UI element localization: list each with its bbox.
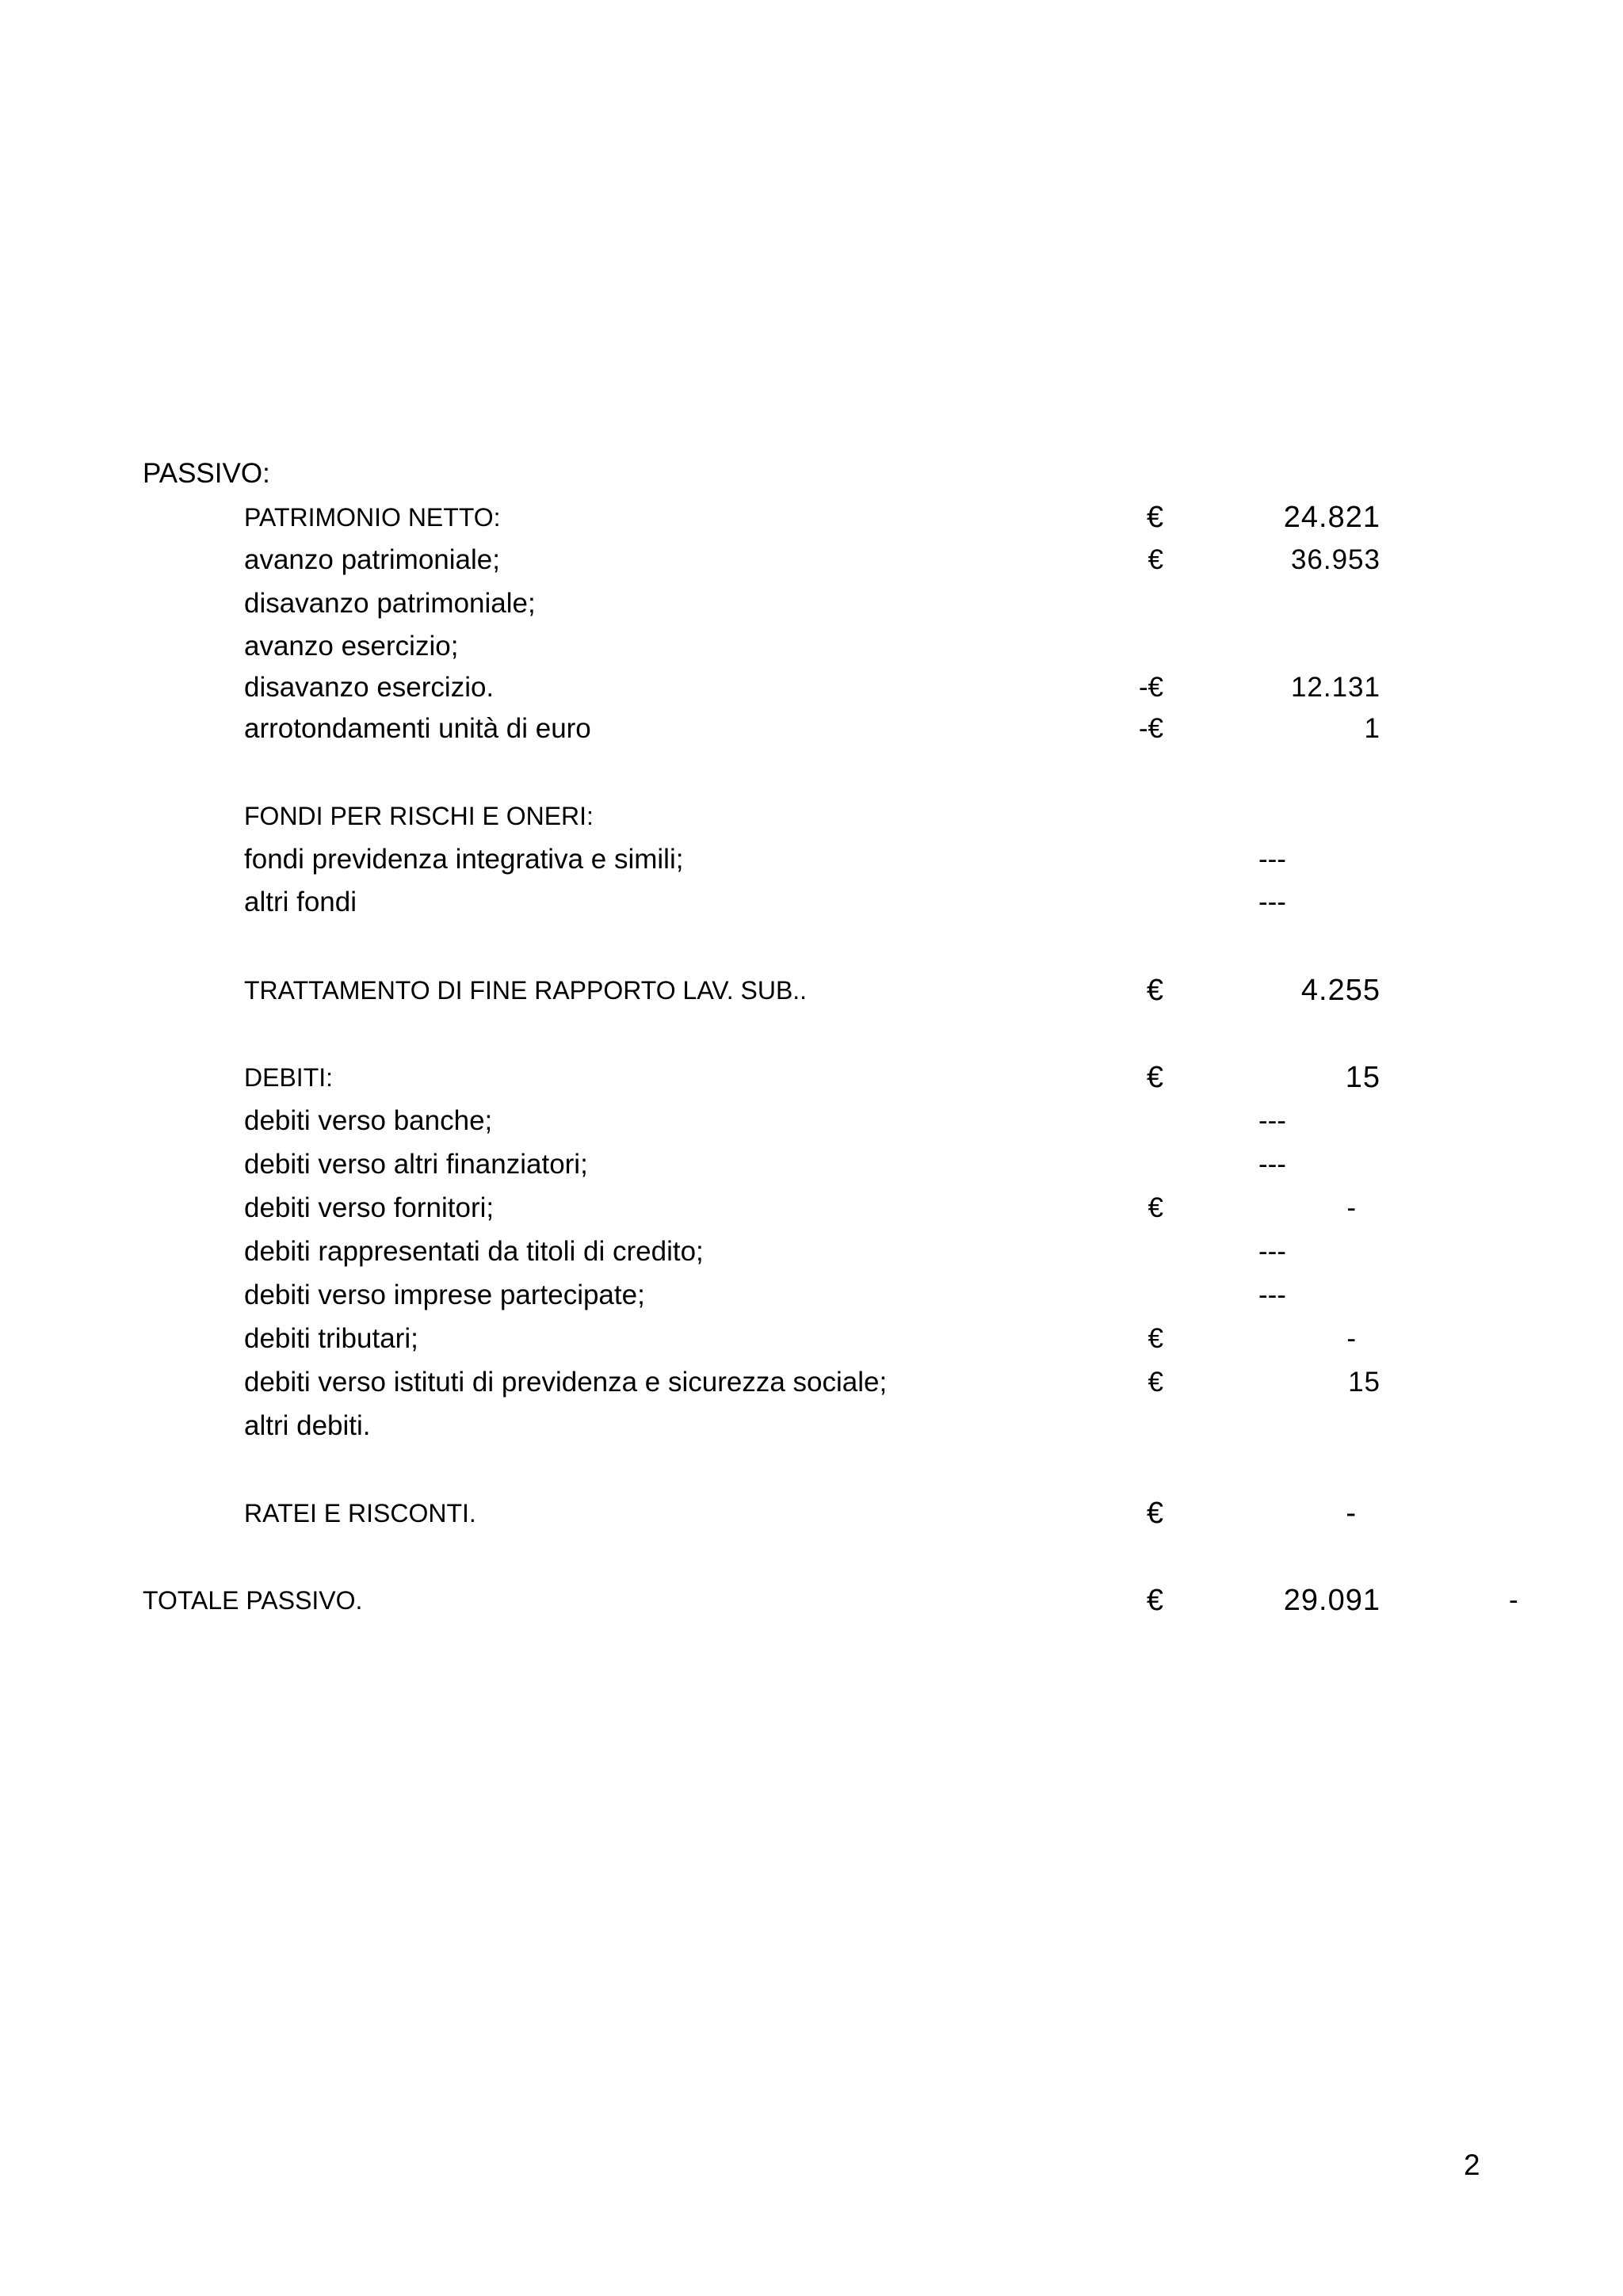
- row-debiti-titoli-credito: [0, 1230, 1623, 1273]
- row-not-applicable-mark: ---: [1258, 1149, 1286, 1180]
- row-label: disavanzo esercizio.: [244, 672, 495, 703]
- row-altri-fondi: [0, 881, 1623, 924]
- row-currency: -€: [1138, 672, 1163, 703]
- row-label: debiti verso imprese partecipate;: [244, 1280, 645, 1310]
- row-totale-passivo: [0, 1579, 1623, 1622]
- row-ratei-risconti: [0, 1492, 1623, 1535]
- row-label: TRATTAMENTO DI FINE RAPPORTO LAV. SUB..: [244, 976, 808, 1005]
- row-value: 12.131: [1290, 672, 1381, 703]
- row-currency: €: [1146, 1584, 1163, 1617]
- row-label: debiti verso fornitori;: [244, 1192, 495, 1223]
- row-debiti-tributari: [0, 1318, 1623, 1360]
- row-label: fondi previdenza integrativa e simili;: [244, 844, 684, 875]
- row-value: -: [1346, 1497, 1357, 1530]
- row-label: debiti verso banche;: [244, 1105, 493, 1136]
- row-value: -: [1346, 1192, 1357, 1223]
- row-patrimonio-netto: [0, 496, 1623, 539]
- row-value: -: [1346, 1323, 1357, 1354]
- row-not-applicable-mark: ---: [1258, 887, 1286, 917]
- row-label: PATRIMONIO NETTO:: [244, 503, 501, 532]
- row-label: TOTALE PASSIVO.: [143, 1586, 363, 1615]
- row-debiti-previdenza: [0, 1361, 1623, 1404]
- section-heading: PASSIVO:: [143, 458, 270, 489]
- row-extra-mark: -: [1509, 1585, 1518, 1615]
- row-label: FONDI PER RISCHI E ONERI:: [244, 802, 594, 830]
- row-label: avanzo patrimoniale;: [244, 544, 500, 575]
- row-value: 24.821: [1283, 501, 1381, 534]
- row-not-applicable-mark: ---: [1258, 1236, 1286, 1267]
- section-heading-row: [0, 452, 1623, 495]
- row-value: 36.953: [1290, 544, 1381, 575]
- row-label: debiti rappresentati da titoli di credito;: [244, 1236, 704, 1267]
- row-label: avanzo esercizio;: [244, 631, 459, 662]
- row-avanzo-esercizio: [0, 625, 1623, 668]
- row-currency: €: [1148, 544, 1163, 575]
- row-arrotondamenti: [0, 707, 1623, 750]
- row-not-applicable-mark: ---: [1258, 1280, 1286, 1310]
- row-currency: €: [1148, 1323, 1163, 1354]
- row-currency: €: [1146, 501, 1163, 534]
- row-debiti-fornitori: [0, 1187, 1623, 1230]
- row-disavanzo-patrimoniale: [0, 582, 1623, 625]
- row-currency: €: [1146, 1497, 1163, 1530]
- row-value: 1: [1364, 713, 1381, 744]
- row-debiti-banche: [0, 1100, 1623, 1142]
- row-label: debiti tributari;: [244, 1323, 418, 1354]
- row-currency: -€: [1138, 713, 1163, 744]
- row-label: arrotondamenti unità di euro: [244, 713, 591, 744]
- row-label: altri debiti.: [244, 1410, 371, 1441]
- row-debiti-altri-finanziatori: [0, 1143, 1623, 1186]
- row-label: debiti verso altri finanziatori;: [244, 1149, 588, 1180]
- row-value: 4.255: [1300, 974, 1381, 1007]
- row-value: 29.091: [1283, 1584, 1381, 1617]
- row-label: disavanzo patrimoniale;: [244, 588, 536, 619]
- row-not-applicable-mark: ---: [1258, 844, 1286, 875]
- row-currency: €: [1146, 1061, 1163, 1094]
- row-currency: €: [1148, 1367, 1163, 1398]
- row-currency: €: [1146, 974, 1163, 1007]
- row-avanzo-patrimoniale: [0, 539, 1623, 582]
- row-value: 15: [1345, 1061, 1381, 1094]
- row-fondi-rischi-oneri: [0, 795, 1623, 837]
- row-debiti-imprese-partecipate: [0, 1274, 1623, 1317]
- row-debiti: [0, 1056, 1623, 1099]
- row-value: 15: [1348, 1367, 1381, 1398]
- page-number: 2: [1464, 2149, 1480, 2181]
- row-label: DEBITI:: [244, 1063, 334, 1092]
- row-label: RATEI E RISCONTI.: [244, 1499, 476, 1527]
- row-label: altri fondi: [244, 887, 357, 917]
- row-currency: €: [1148, 1192, 1163, 1223]
- row-not-applicable-mark: ---: [1258, 1105, 1286, 1136]
- row-trattamento-fine-rapporto: [0, 969, 1623, 1012]
- row-label: debiti verso istituti di previdenza e sicurezza sociale;: [244, 1367, 888, 1398]
- row-fondi-previdenza: [0, 838, 1623, 881]
- row-disavanzo-esercizio: [0, 666, 1623, 709]
- row-altri-debiti: [0, 1405, 1623, 1447]
